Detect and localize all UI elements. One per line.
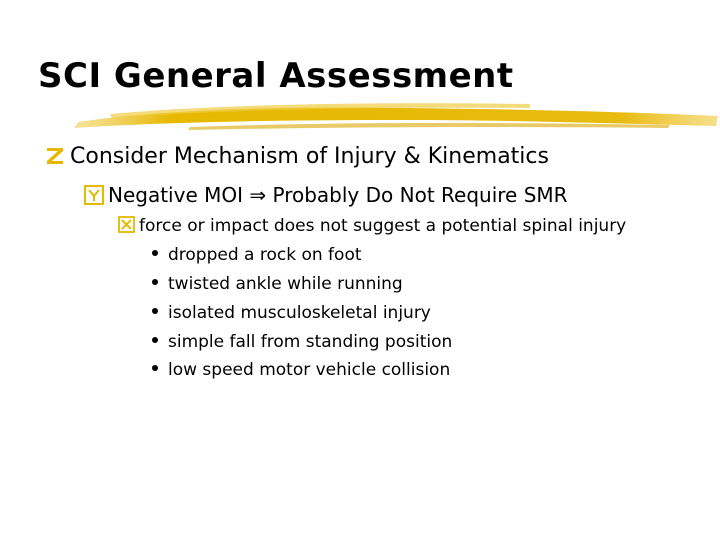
level3-text: force or impact does not suggest a potential spinal injury [139, 216, 627, 236]
level2-text-before: Negative MOI [108, 183, 244, 207]
y-bullet-icon [84, 185, 104, 205]
level4-item [152, 274, 403, 294]
level4-item [152, 332, 452, 352]
bullet-dot-icon [152, 308, 158, 314]
z-bullet-icon [44, 144, 66, 166]
implies-arrow-icon: ⇒ [249, 183, 267, 207]
bullet-dot-icon [152, 250, 158, 256]
bullet-dot-icon [152, 279, 158, 285]
bullet-dot-icon [152, 365, 158, 371]
level4-item [152, 303, 431, 323]
title-underline-brush [70, 100, 720, 134]
x-bullet-icon [118, 216, 135, 233]
level1-text: Consider Mechanism of Injury & Kinematics [70, 144, 549, 169]
level3-item [118, 216, 626, 236]
level4-text: dropped a rock on foot [168, 245, 362, 265]
level2-item [84, 183, 568, 207]
level4-text: simple fall from standing position [168, 332, 453, 352]
level4-item [152, 245, 362, 265]
level4-text: twisted ankle while running [168, 274, 403, 294]
level4-item [152, 360, 450, 380]
level2-text-after: Probably Do Not Require SMR [272, 183, 568, 207]
bullet-dot-icon [152, 337, 158, 343]
slide-title: SCI General Assessment [38, 56, 514, 96]
level1-item [44, 144, 549, 169]
level4-text: low speed motor vehicle collision [168, 360, 451, 380]
level4-text: isolated musculoskeletal injury [168, 303, 431, 323]
